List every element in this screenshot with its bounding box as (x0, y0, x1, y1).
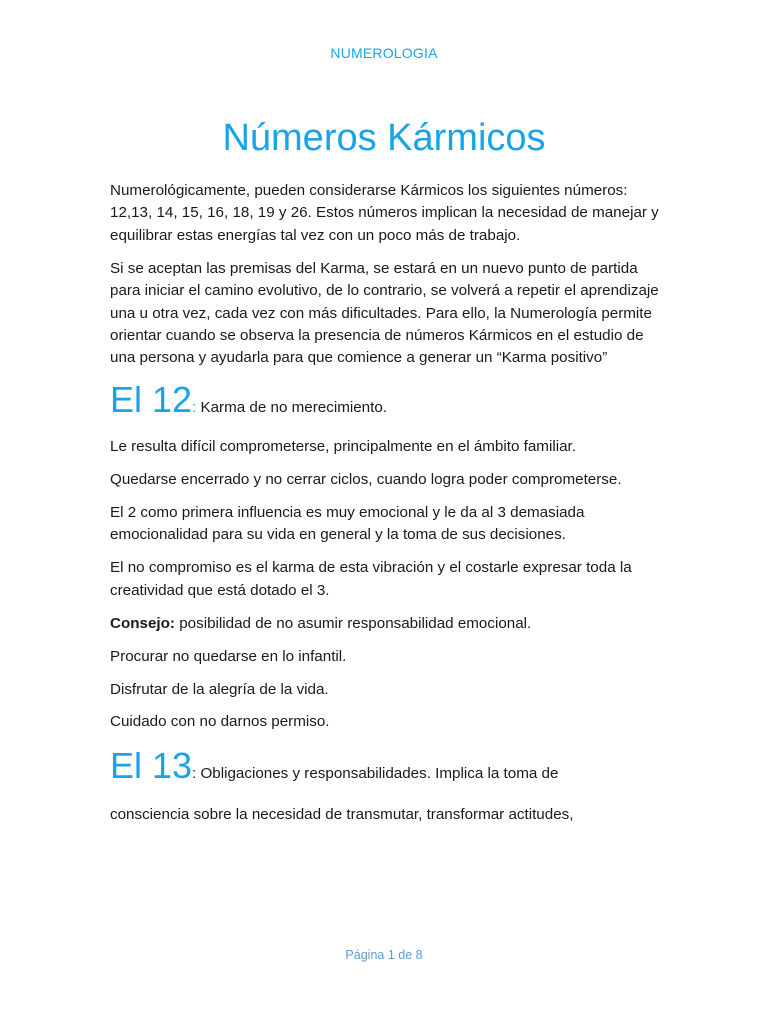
section-colon: : (192, 399, 197, 417)
section12-paragraph-4: El no compromiso es el karma de esta vibración y el costarle expresar toda la creatividad que está dotado el 3. (110, 559, 632, 599)
intro-paragraph-1: Numerológicamente, pueden considerarse Kármicos los siguientes números: 12,13, 14, 15, 16, 18, 19 y 26. Estos números implican la necesidad de manejar y equilibrar estas energías tal vez con un poco más de trabajo. (110, 182, 659, 244)
section12-paragraph-2: Quedarse encerrado y no cerrar ciclos, cuando logra poder comprometerse. (110, 471, 622, 489)
page-header: NUMEROLOGIA (330, 45, 438, 61)
section-number-12: El 12 (110, 379, 193, 421)
section12-paragraph-1: Le resulta difícil comprometerse, principalmente en el ámbito familiar. (110, 438, 576, 456)
advice-text: posibilidad de no asumir responsabilidad emocional. (174, 614, 532, 632)
section-heading-13 (110, 746, 670, 794)
section12-paragraph-3: El 2 como primera influencia es muy emocional y le da al 3 demasiada emocionalidad para su vida en general y la toma de sus decisiones. (110, 504, 585, 544)
advice-paragraph (110, 613, 670, 635)
page-footer: Página 1 de 8 (345, 948, 423, 962)
document-title: Números Kármicos (222, 117, 546, 159)
document-body (110, 180, 670, 837)
tip-2: Disfrutar de la alegría de la vida. (110, 680, 329, 698)
section-title-13: Obligaciones y responsabilidades. Implica la toma de (196, 764, 559, 782)
tip-1: Procurar no quedarse en lo infantil. (110, 647, 347, 665)
intro-paragraph-2: Si se aceptan las premisas del Karma, se estará en un nuevo punto de partida para iniciar el camino evolutivo, de lo contrario, se volverá a repetir el aprendizaje una u otra vez, cada vez con más dificultades. Para ello, la Numerología permite orientar cuando se observa la presencia de números Kármicos en el estudio de una persona y ayudarla para que comience a generar un “Karma positivo” (110, 259, 659, 367)
tip-3: Cuidado con no darnos permiso. (110, 713, 330, 731)
section-heading-12 (110, 380, 670, 428)
section13-continuation: consciencia sobre la necesidad de transmutar, transformar actitudes, (110, 805, 574, 823)
section-title-12: Karma de no merecimiento. (196, 399, 388, 417)
advice-label: Consejo: (110, 614, 175, 632)
section-colon: : (192, 764, 197, 782)
section-number-13: El 13 (110, 744, 193, 786)
